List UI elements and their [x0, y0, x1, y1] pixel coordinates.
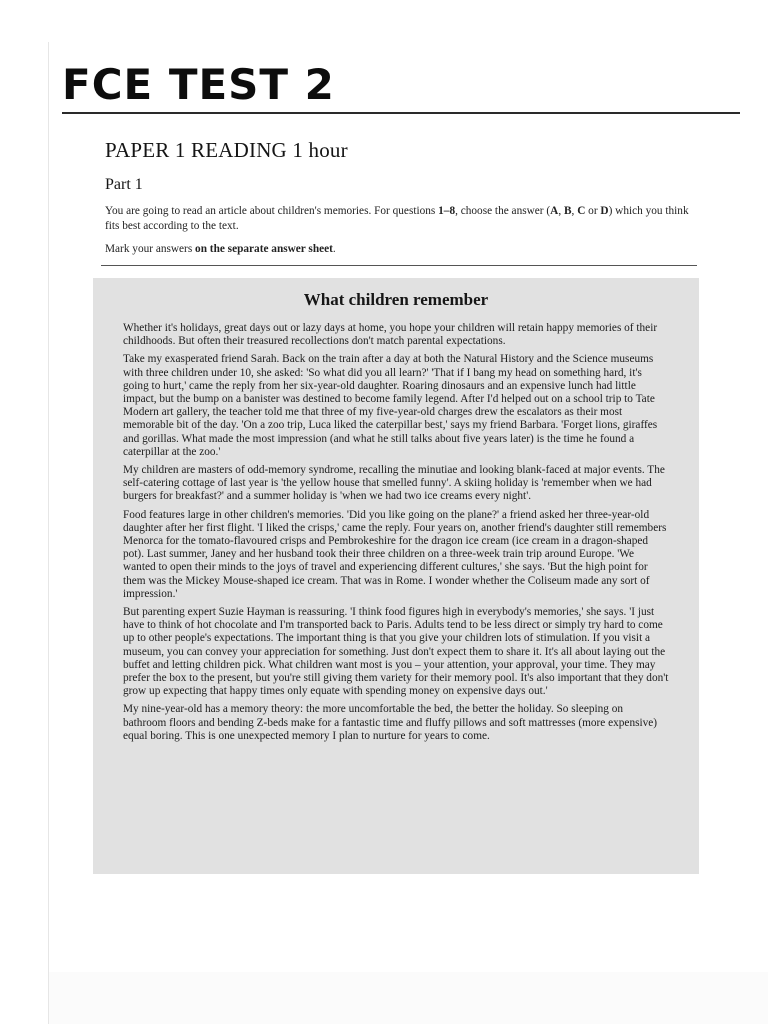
answer-sheet-note [105, 242, 336, 257]
option-c: C [577, 205, 586, 217]
option-b: B [563, 205, 572, 217]
article-paragraph: My children are masters of odd-memory syndrome, recalling the minutiae and looking blank-faced at major events. The self-catering cottage of last year is 'the yellow house that smelled funny'. A skiing holiday is 'remember when we had burgers for breakfast?' and a summer holiday is 'when we had two ice creams every night'. [123, 464, 665, 503]
article-title: What children remember [303, 290, 489, 309]
option-a: A [550, 205, 559, 217]
instructions-intro: You are going to read an article about children's memories. For questions [105, 205, 439, 217]
article-paragraph: Take my exasperated friend Sarah. Back on the train after a day at both the Natural History and the Science museums with three children under 10, she asked: 'So what did you all learn?' 'That if I bang my head on something hard, it's going to hurt,' came the reply from her six-year-old daughter. Roaring dinosaurs and an expensive lunch had little impact, but the bump on a banister was destined to become family legend. After I'd helped out on a school trip to Tate Modern art gallery, the teacher told me that three of my five-year-old charges drew the escalators as their most memorable bit of the day. 'On a zoo trip, Luca liked the caterpillar best,' says my friend Barbara. 'Forget lions, giraffes and gorillas. What made the most impression (and what he still talks about five years later) is the time he found a caterpillar at the zoo.' [123, 353, 658, 458]
answer-note-emphasis: on the separate answer sheet [195, 243, 333, 255]
separator: , [571, 205, 578, 217]
separator: , [558, 205, 564, 217]
separator: or [585, 205, 601, 217]
article-box [93, 278, 699, 874]
instructions-divider [101, 265, 697, 266]
article-paragraph: But parenting expert Suzie Hayman is reassuring. 'I think food figures high in everybody's memories,' she says. 'I just have to think of hot chocolate and I'm transported back to Paris. Adults tend to be less direct or simply try hard to come up to other people's expectations. The important thing is that you give your children lots of stimulation. If you visit a museum, you can convey your appreciation for something. Just don't expect them to share it. It's all about laying out the buffet and letting children pick. What children want most is you – your attention, your approval, your time. They may prefer the box to the present, but you're still giving them variety for their memory pool. It's also important that they don't grow up expecting that happy times only equate with spending money on expensive days out.' [123, 606, 669, 698]
answer-note-prefix: Mark your answers [105, 243, 196, 255]
article-paragraph: Food features large in other children's memories. 'Did you like going on the plane?' a friend asked her three-year-old daughter after her first flight. 'I liked the crisps,' came the reply. Four years on, another friend's daughter still remembers Menorca for the tomato-flavoured crisps and Pembrokeshire for the dragon ice cream (ice cream in a dragon-shaped pot). Last summer, Janey and her husband took their three children on a three-week train trip around Europe. 'We wanted to open their minds to the joys of travel and experiencing different cultures,' she says. 'But the high point for them was the Mickey Mouse-shaped ice cream. That was in Rome. I wonder whether the Coliseum made any sort of impression.' [123, 508, 667, 600]
instructions-mid: , choose the answer ( [455, 205, 551, 217]
title-divider [62, 112, 740, 114]
instructions-text [105, 204, 705, 234]
exam-page [48, 42, 768, 1024]
page-margin [49, 972, 768, 1024]
question-range: 1–8 [438, 205, 456, 217]
answer-note-suffix: . [332, 243, 336, 255]
part-heading: Part 1 [105, 176, 143, 193]
instructions-end: ) which you think fits best according to the text. [105, 205, 689, 232]
option-d: D [600, 205, 609, 217]
article-paragraph: Whether it's holidays, great days out or lazy days at home, you hope your children will retain happy memories of their childhoods. But often their treasured recollections don't match parental expectations. [123, 322, 658, 348]
article-paragraph: My nine-year-old has a memory theory: the more uncomfortable the bed, the better the holiday. So sleeping on bathroom floors and bending Z-beds make for a fantastic time and fluffy pillows and soft mattresses (more expensive) equal boring. This is one unexpected memory I plan to nurture for years to come. [123, 703, 658, 742]
test-title: FCE TEST 2 [62, 60, 335, 109]
paper-heading: PAPER 1 READING 1 hour [105, 138, 348, 162]
